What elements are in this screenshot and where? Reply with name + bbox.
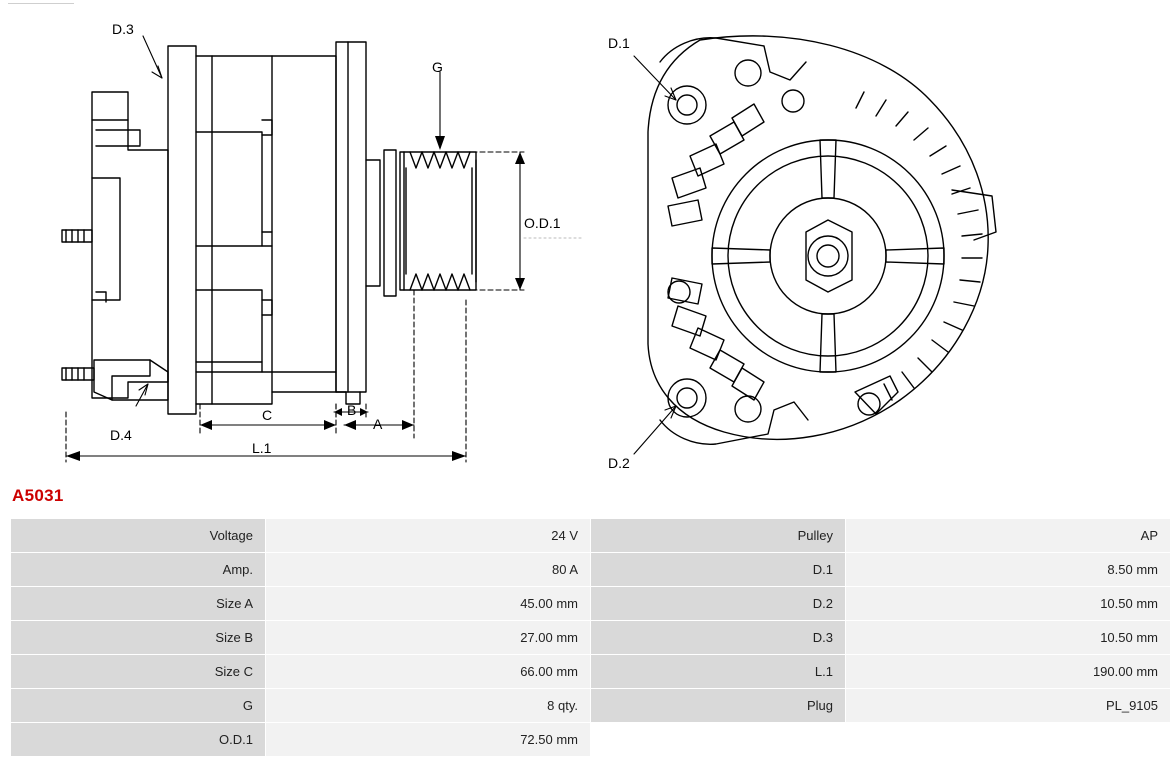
label-g: G [432,59,443,75]
lower-mount-lug [660,402,808,444]
spec-label: Size B [11,621,266,655]
connector-block [94,360,168,400]
hex-nut [806,220,852,292]
spec-empty-cell [846,723,1171,757]
fan-blade-bottom [820,314,836,372]
spec-value: 10.50 mm [846,621,1171,655]
pulley-body [400,152,476,290]
shaft-collar [384,150,396,296]
front-housing-outline [648,36,988,439]
label-l1: L.1 [252,440,272,456]
spec-value: AP [846,519,1171,553]
table-row [11,621,1171,655]
table-row [11,655,1171,689]
spec-label: D.2 [591,587,846,621]
spec-value: 27.00 mm [266,621,591,655]
spec-label: Size C [11,655,266,689]
front-bearing-boss [366,160,380,286]
specifications-table [10,518,1171,757]
mount-hole-d1 [668,86,706,124]
label-d2: D.2 [608,455,630,471]
spec-value: 45.00 mm [266,587,591,621]
right-boss [952,190,996,240]
fan-blade-right [886,248,944,264]
alternator-front-view [648,36,996,444]
label-c: C [262,407,273,423]
table-row [11,723,1171,757]
spec-empty-cell [591,723,846,757]
spec-value: 8 qty. [266,689,591,723]
spec-label: O.D.1 [11,723,266,757]
table-row [11,689,1171,723]
upper-mount-lug [660,38,806,80]
spec-value: 8.50 mm [846,553,1171,587]
spec-label: L.1 [591,655,846,689]
spec-value: 190.00 mm [846,655,1171,689]
spec-label: Voltage [11,519,266,553]
spec-label: D.3 [591,621,846,655]
spec-value: 80 A [266,553,591,587]
spec-value: 24 V [266,519,591,553]
table-row [11,587,1171,621]
spec-label: D.1 [591,553,846,587]
spec-label: Size A [11,587,266,621]
label-d4: D.4 [110,427,132,443]
fan-blade-top [820,140,836,198]
fan-blade-left [712,248,770,264]
label-d3: D.3 [112,21,134,37]
annotation-labels [110,21,630,471]
fan-outer-circle [712,140,944,372]
label-d1: D.1 [608,35,630,51]
label-b: B [347,402,357,418]
label-od1: O.D.1 [524,215,561,231]
rotor-hub-circle [770,198,886,314]
spec-label: Pulley [591,519,846,553]
part-number: A5031 [12,486,64,505]
spec-value: 10.50 mm [846,587,1171,621]
spec-value: PL_9105 [846,689,1171,723]
spec-label: Plug [591,689,846,723]
table-row [11,553,1171,587]
table-row [11,519,1171,553]
spec-label: G [11,689,266,723]
dimension-lines [66,152,584,462]
spec-value: 72.50 mm [266,723,591,757]
spec-value: 66.00 mm [266,655,591,689]
stator-rear-housing [168,46,272,414]
drive-end-bracket [336,42,366,392]
rear-cover-outline [92,92,168,398]
stator-middle-housing [272,56,336,392]
spec-label: Amp. [11,553,266,587]
label-a: A [373,416,383,432]
